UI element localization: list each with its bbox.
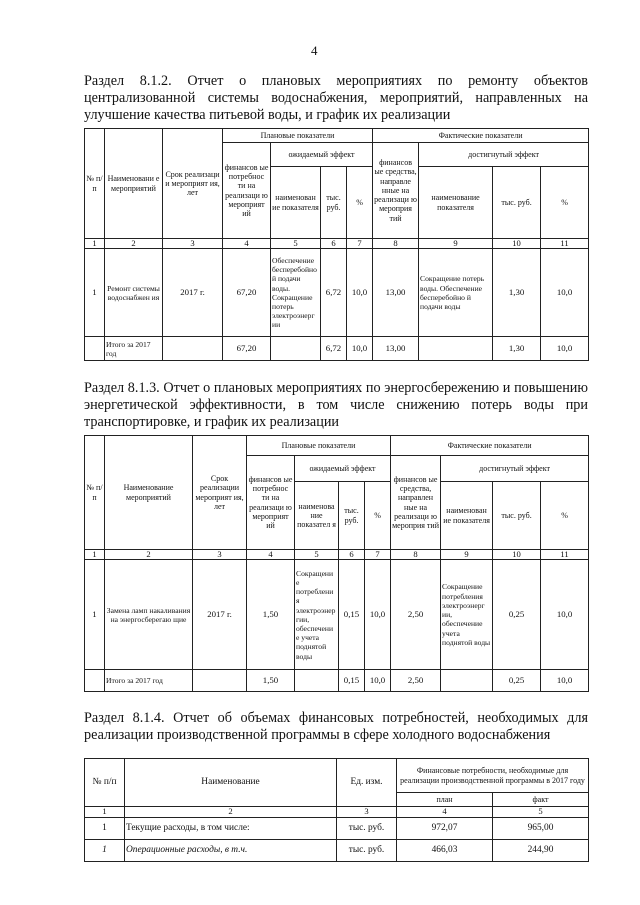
column-number: 6: [339, 550, 365, 560]
row-no: 1: [85, 249, 105, 337]
row-unit: тыс. руб.: [337, 840, 397, 862]
column-number: 1: [85, 239, 105, 249]
actual-indicators-header: Фактические показатели: [373, 129, 589, 143]
col-name-header: Наименование мероприятий: [105, 436, 193, 550]
row-percent-plan: 10,0: [347, 249, 373, 337]
row-finance-plan: 67,20: [223, 249, 271, 337]
table-row: [85, 249, 589, 337]
column-number: 1: [85, 550, 105, 560]
col-name-header: Наименовани е мероприятий: [105, 129, 163, 239]
column-number: 3: [193, 550, 247, 560]
total-finance-fact: 2,50: [391, 670, 441, 692]
row-plan: 466,03: [397, 840, 493, 862]
total-percent-plan: 10,0: [347, 337, 373, 361]
column-number: 4: [247, 550, 295, 560]
column-number: 6: [321, 239, 347, 249]
row-term: 2017 г.: [193, 560, 247, 670]
row-percent-plan: 10,0: [365, 560, 391, 670]
column-number: 10: [493, 550, 541, 560]
row-effect-fact: Сокращение потребления электроэнерг ии, обеспечение учета поднятой воды: [441, 560, 493, 670]
table-row: [85, 818, 589, 840]
percent-fact-header: %: [541, 167, 589, 239]
column-number: 2: [105, 239, 163, 249]
column-numbers-row: [85, 239, 589, 249]
total-row: [85, 337, 589, 361]
plan-header: план: [397, 793, 493, 807]
row-plan: 972,07: [397, 818, 493, 840]
indicator-name-fact-header: наименован ие показателя: [441, 482, 493, 550]
actual-indicators-header: Фактические показатели: [391, 436, 589, 456]
column-numbers-row: [85, 807, 589, 818]
finance-plan-header: финансов ые потребнос ти на реализаци ю мероприят ий: [223, 143, 271, 239]
thous-rub-fact-header: тыс. руб.: [493, 482, 541, 550]
column-number: 11: [541, 550, 589, 560]
financial-needs-header: Финансовые потребности, необходимые для реализации производственной программы в 2017 году: [397, 759, 589, 793]
thous-rub-plan-header: тыс. руб.: [321, 167, 347, 239]
percent-plan-header: %: [347, 167, 373, 239]
table-row: [85, 560, 589, 670]
section-813-heading: Раздел 8.1.3. Отчет о плановых мероприятиях по энергосбережению и повышению энергетической эффективности, в том числе снижению потерь воды при транспортировке, и график их реализации: [84, 380, 588, 430]
section-812-heading: Раздел 8.1.2. Отчет о плановых мероприятиях по ремонту объектов централизованной системы водоснабжения, мероприятий, направленных на улучшение качества питьевой воды, и график их реализации: [84, 73, 588, 123]
column-number: 5: [295, 550, 339, 560]
row-unit: тыс. руб.: [337, 818, 397, 840]
total-label: Итого за 2017 год: [105, 337, 163, 361]
planned-indicators-header: Плановые показатели: [223, 129, 373, 143]
finance-plan-header: финансов ые потребнос ти на реализаци ю мероприят ий: [247, 456, 295, 550]
achieved-effect-header: достигнутый эффект: [419, 143, 589, 167]
column-number: 3: [337, 807, 397, 818]
finance-fact-header: финансов ые средства, направлен ные на реализаци ю мероприя тий: [391, 456, 441, 550]
row-no: 1: [85, 560, 105, 670]
table-row: [85, 840, 589, 862]
total-thous-rub-fact: 1,30: [493, 337, 541, 361]
total-label: Итого за 2017 год: [105, 670, 193, 692]
total-row: [85, 670, 589, 692]
total-percent-plan: 10,0: [365, 670, 391, 692]
row-no: 1: [85, 840, 125, 862]
percent-plan-header: %: [365, 482, 391, 550]
column-number: 2: [125, 807, 337, 818]
page-number: 4: [311, 43, 318, 58]
row-finance-fact: 13,00: [373, 249, 419, 337]
fact-header: факт: [493, 793, 589, 807]
achieved-effect-header: достигнутый эффект: [441, 456, 589, 482]
row-no: 1: [85, 818, 125, 840]
column-number: 10: [493, 239, 541, 249]
row-effect-fact: Сокращение потерь воды. Обеспечение бесперебойно й подачи воды: [419, 249, 493, 337]
section-814-heading: Раздел 8.1.4. Отчет об объемах финансовых потребностей, необходимых для реализации производственной программы в сфере холодного водоснабжения: [84, 710, 588, 743]
section-812-table: [84, 128, 589, 361]
col-unit-header: Ед. изм.: [337, 759, 397, 807]
row-name: Замена ламп накаливания на энергосберегаю щие: [105, 560, 193, 670]
column-number: 9: [441, 550, 493, 560]
expected-effect-header: ожидаемый эффект: [271, 143, 373, 167]
row-thous-rub-fact: 1,30: [493, 249, 541, 337]
column-number: 8: [391, 550, 441, 560]
row-finance-fact: 2,50: [391, 560, 441, 670]
col-term-header: Срок реализации мероприят ия, лет: [193, 436, 247, 550]
expected-effect-header: ожидаемый эффект: [295, 456, 391, 482]
column-number: 5: [271, 239, 321, 249]
row-thous-rub-fact: 0,25: [493, 560, 541, 670]
column-number: 7: [347, 239, 373, 249]
column-number: 5: [493, 807, 589, 818]
row-name: Ремонт системы водоснабжен ия: [105, 249, 163, 337]
indicator-name-plan-header: наименован ие показателя: [271, 167, 321, 239]
col-term-header: Срок реализаци и мероприят ия, лет: [163, 129, 223, 239]
row-finance-plan: 1,50: [247, 560, 295, 670]
column-number: 9: [419, 239, 493, 249]
column-number: 1: [85, 807, 125, 818]
indicator-name-fact-header: наименование показателя: [419, 167, 493, 239]
column-number: 3: [163, 239, 223, 249]
total-finance-fact: 13,00: [373, 337, 419, 361]
total-percent-fact: 10,0: [541, 670, 589, 692]
row-percent-fact: 10,0: [541, 249, 589, 337]
column-number: 4: [223, 239, 271, 249]
row-effect-plan: Обеспечение бесперебойно й подачи воды. Сокращение потерь электроэнерг ии: [271, 249, 321, 337]
row-name: Текущие расходы, в том числе:: [125, 818, 337, 840]
column-number: 2: [105, 550, 193, 560]
row-thous-rub-plan: 6,72: [321, 249, 347, 337]
row-percent-fact: 10,0: [541, 560, 589, 670]
finance-fact-header: финансов ые средства, направле нные на реализаци ю мероприя тий: [373, 143, 419, 239]
total-thous-rub-plan: 0,15: [339, 670, 365, 692]
row-name: Операционные расходы, в т.ч.: [125, 840, 337, 862]
row-fact: 965,00: [493, 818, 589, 840]
thous-rub-plan-header: тыс. руб.: [339, 482, 365, 550]
total-finance-plan: 1,50: [247, 670, 295, 692]
section-813-table: [84, 435, 589, 692]
column-number: 7: [365, 550, 391, 560]
row-term: 2017 г.: [163, 249, 223, 337]
planned-indicators-header: Плановые показатели: [247, 436, 391, 456]
total-percent-fact: 10,0: [541, 337, 589, 361]
row-effect-plan: Сокращени е потреблени я электроэнер гии, обеспечени е учета поднятой воды: [295, 560, 339, 670]
col-no-header: № п/ п: [85, 129, 105, 239]
column-numbers-row: [85, 550, 589, 560]
column-number: 11: [541, 239, 589, 249]
indicator-name-plan-header: наименова ние показател я: [295, 482, 339, 550]
row-thous-rub-plan: 0,15: [339, 560, 365, 670]
row-fact: 244,90: [493, 840, 589, 862]
total-thous-rub-plan: 6,72: [321, 337, 347, 361]
section-814-table: [84, 758, 589, 862]
column-number: 4: [397, 807, 493, 818]
thous-rub-fact-header: тыс. руб.: [493, 167, 541, 239]
percent-fact-header: %: [541, 482, 589, 550]
total-finance-plan: 67,20: [223, 337, 271, 361]
col-no-header: № п/ п: [85, 436, 105, 550]
col-name-header: Наименование: [125, 759, 337, 807]
total-thous-rub-fact: 0,25: [493, 670, 541, 692]
col-no-header: № п/п: [85, 759, 125, 807]
column-number: 8: [373, 239, 419, 249]
